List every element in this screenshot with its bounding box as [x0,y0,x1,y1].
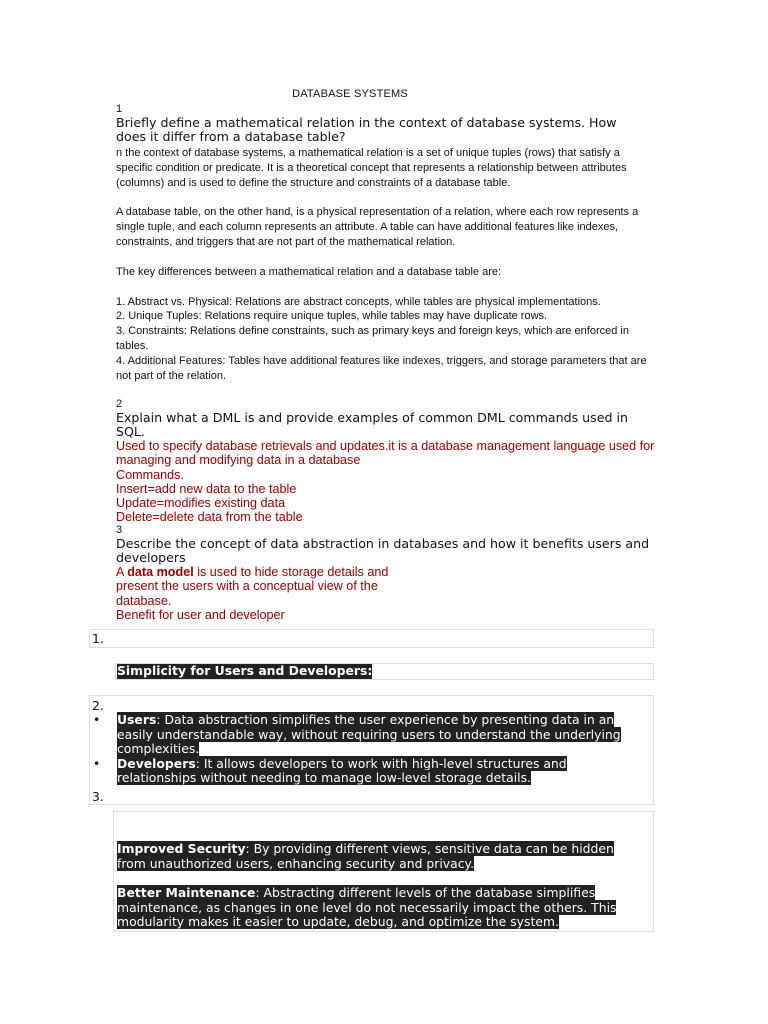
list-item: 3. Constraints: Relations define constraints, such as primary keys and foreign keys, which are enforced in tables. [116,325,629,352]
item-text: : Abstracting different levels of the database simplifies maintenance, as changes in one level do not necessarily impact the others. This modularity makes it easier to update, debug, and optimize the system. [117,885,617,930]
answer-line: Update=modifies existing data [116,496,286,511]
answer-bold-term: data model [127,565,194,579]
list-box-2 [89,695,654,805]
paragraph [117,886,642,930]
answer-line: Used to specify database retrievals and updates.it is a database management language used for managing and modifying data in a database [116,439,655,468]
item-text: : By providing different views, sensitive data can be hidden from unauthorized users, enhancing security and privacy. [117,841,614,871]
list-item [117,757,646,786]
answer-paragraph: A database table, on the other hand, is a physical representation of a relation, where each row represents a single tuple, and each column represents an attribute. A table can have additional features like indexes, constraints, and triggers that are not part of the mathematical relation. [116,206,639,248]
list-box-1 [89,629,654,648]
list-item: 1. Abstract vs. Physical: Relations are abstract concepts, while tables are physical implementations. [116,295,601,308]
item-label: Better Maintenance [117,885,256,901]
answer-line: Commands. [116,467,184,482]
answer-line: present the users with a conceptual view of the [116,579,378,594]
question-text: Describe the concept of data abstraction in databases and how it benefits users and developers [116,536,650,565]
section-heading: Simplicity for Users and Developers: [117,663,373,678]
item-text: : Data abstraction simplifies the user experience by presenting data in an easily understandable way, without requiring users to understand the underlying complexities. [117,712,621,757]
answer-text [116,146,656,383]
answer-text [116,565,656,622]
heading-box [115,663,654,680]
answer-line: Delete=delete data from the table [116,510,303,525]
question-2-section [116,397,656,525]
question-number: 2 [116,398,123,410]
question-number: 3 [116,524,123,536]
question-text: Briefly define a mathematical relation in the context of database systems. How does it differ from a database table? [116,115,617,144]
list-box-3 [113,811,654,932]
question-1-section [116,102,656,383]
item-text: : It allows developers to work with high-level structures and relationships without needing to manage low-level storage details. [117,755,567,786]
document-title: DATABASE SYSTEMS [292,88,408,100]
paragraph [117,842,642,871]
item-label: Developers [117,755,196,771]
question-text: Explain what a DML is and provide examples of common DML commands used in SQL. [116,410,628,439]
answer-paragraph: The key differences between a mathematical relation and a database table are: [116,265,502,278]
answer-line: database. [116,593,172,608]
answer-prefix: A [116,565,128,579]
answer-text [116,439,656,525]
answer-line: Insert=add new data to the table [116,481,297,496]
answer-rest: is used to hide storage details and [193,565,389,579]
list-item: 4. Additional Features: Tables have additional features like indexes, triggers, and storage parameters that are not part of the relation. [116,354,647,382]
answer-paragraph: n the context of database systems, a mathematical relation is a set of unique tuples (rows) that satisfy a specific condition or predicate. It is a theoretical concept that represents a relationship between attributes (columns) and is used to define the structure and constraints of a database table. [116,147,627,189]
question-3-section [116,523,656,622]
list-item [117,713,646,757]
question-number: 1 [116,103,123,115]
list-number: 3. [92,789,104,804]
answer-line: Benefit for user and developer [116,607,285,622]
bullet-list [90,713,646,786]
item-label: Improved Security [117,841,246,856]
list-number: 2. [92,698,104,713]
item-label: Users [117,712,157,727]
list-item: 2. Unique Tuples: Relations require unique tuples, while tables may have duplicate rows. [116,310,548,323]
list-number: 1. [92,631,104,646]
